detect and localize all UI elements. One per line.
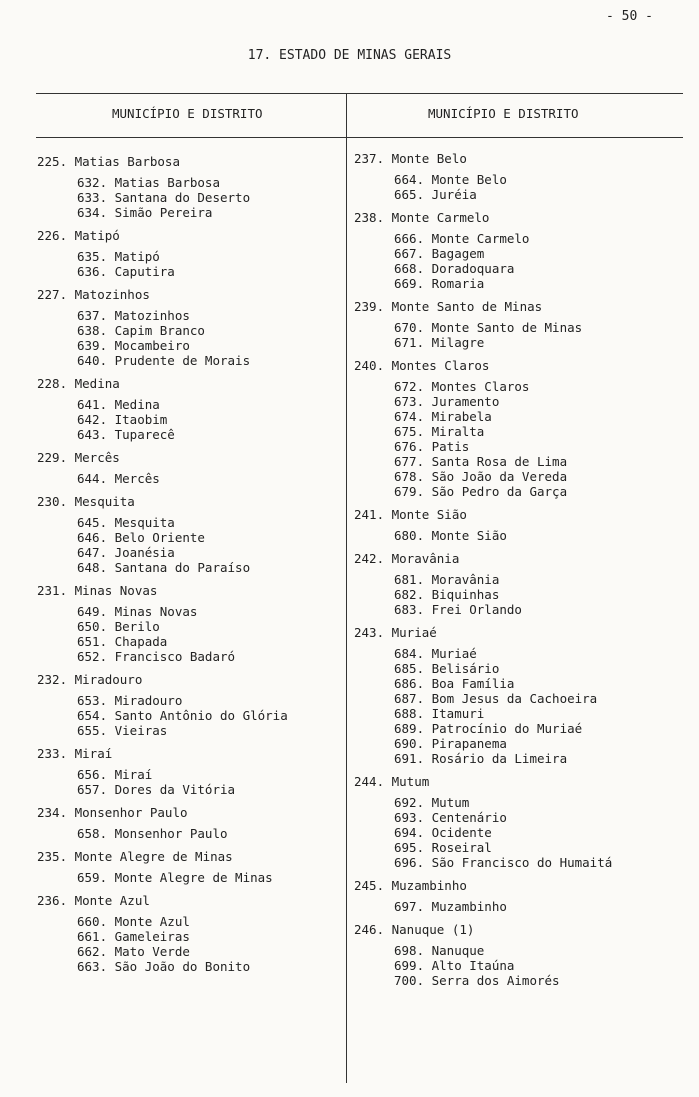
municipio-group xyxy=(354,506,612,543)
municipio-group xyxy=(37,582,288,664)
distrito-list xyxy=(354,572,612,617)
distrito-item: 684. Muriaé xyxy=(394,646,477,661)
distrito-item: 689. Patrocínio do Muriaé xyxy=(394,721,583,736)
distrito-item: 640. Prudente de Morais xyxy=(77,353,251,368)
header-rule xyxy=(36,137,683,138)
municipio-group xyxy=(37,804,288,841)
municipio-group xyxy=(37,671,288,738)
municipio-name: 246. Nanuque (1) xyxy=(354,922,475,937)
municipio-name: 244. Mutum xyxy=(354,774,430,789)
distrito-list xyxy=(37,870,288,885)
municipio-group xyxy=(354,209,612,291)
municipio-name: 242. Moravânia xyxy=(354,551,460,566)
distrito-item: 653. Miradouro xyxy=(77,693,183,708)
distrito-item: 679. São Pedro da Garça xyxy=(394,484,568,499)
distrito-list xyxy=(37,175,288,220)
municipio-name: 240. Montes Claros xyxy=(354,358,490,373)
municipio-name: 231. Minas Novas xyxy=(37,583,158,598)
distrito-item: 692. Mutum xyxy=(394,795,470,810)
distrito-item: 696. São Francisco do Humaitá xyxy=(394,855,613,870)
distrito-item: 651. Chapada xyxy=(77,634,168,649)
distrito-item: 686. Boa Família xyxy=(394,676,515,691)
distrito-item: 691. Rosário da Limeira xyxy=(394,751,568,766)
municipio-group xyxy=(37,745,288,797)
page-title: 17. ESTADO DE MINAS GERAIS xyxy=(247,48,452,63)
distrito-list xyxy=(37,604,288,664)
municipio-group xyxy=(354,921,612,988)
distrito-item: 646. Belo Oriente xyxy=(77,530,205,545)
distrito-item: 698. Nanuque xyxy=(394,943,485,958)
distrito-list xyxy=(37,515,288,575)
distrito-item: 650. Berilo xyxy=(77,619,160,634)
municipio-name: 228. Medina xyxy=(37,376,120,391)
municipio-name: 245. Muzambinho xyxy=(354,878,467,893)
municipio-name: 235. Monte Alegre de Minas xyxy=(37,849,233,864)
distrito-item: 672. Montes Claros xyxy=(394,379,530,394)
distrito-item: 639. Mocambeiro xyxy=(77,338,190,353)
municipio-group xyxy=(354,357,612,499)
distrito-item: 657. Dores da Vitória xyxy=(77,782,236,797)
municipio-name: 226. Matipó xyxy=(37,228,120,243)
municipio-name: 238. Monte Carmelo xyxy=(354,210,490,225)
distrito-list xyxy=(37,397,288,442)
municipio-group xyxy=(354,298,612,350)
municipio-name: 230. Mesquita xyxy=(37,494,135,509)
municipio-group xyxy=(354,624,612,766)
distrito-item: 685. Belisário xyxy=(394,661,500,676)
page-number: - 50 - xyxy=(606,9,653,24)
municipio-group xyxy=(354,150,612,202)
left-column xyxy=(37,153,288,981)
distrito-list xyxy=(354,899,612,914)
distrito-item: 682. Biquinhas xyxy=(394,587,500,602)
distrito-list xyxy=(37,826,288,841)
municipio-group xyxy=(354,877,612,914)
municipio-group xyxy=(37,286,288,368)
distrito-item: 661. Gameleiras xyxy=(77,929,190,944)
municipio-group xyxy=(354,550,612,617)
municipio-name: 225. Matias Barbosa xyxy=(37,154,180,169)
distrito-item: 681. Moravânia xyxy=(394,572,500,587)
distrito-item: 678. São João da Vereda xyxy=(394,469,568,484)
distrito-item: 694. Ocidente xyxy=(394,825,492,840)
distrito-item: 675. Miralta xyxy=(394,424,485,439)
distrito-item: 662. Mato Verde xyxy=(77,944,190,959)
distrito-item: 641. Medina xyxy=(77,397,160,412)
distrito-item: 638. Capim Branco xyxy=(77,323,205,338)
municipio-group xyxy=(37,227,288,279)
distrito-item: 697. Muzambinho xyxy=(394,899,507,914)
distrito-list xyxy=(354,379,612,499)
distrito-item: 683. Frei Orlando xyxy=(394,602,522,617)
municipio-name: 227. Matozinhos xyxy=(37,287,150,302)
municipio-name: 241. Monte Sião xyxy=(354,507,467,522)
distrito-item: 648. Santana do Paraíso xyxy=(77,560,251,575)
distrito-list xyxy=(37,249,288,279)
distrito-item: 655. Vieiras xyxy=(77,723,168,738)
municipio-group xyxy=(37,153,288,220)
municipio-name: 233. Miraí xyxy=(37,746,113,761)
distrito-item: 632. Matias Barbosa xyxy=(77,175,220,190)
distrito-list xyxy=(37,767,288,797)
distrito-item: 660. Monte Azul xyxy=(77,914,190,929)
municipio-name: 239. Monte Santo de Minas xyxy=(354,299,543,314)
distrito-item: 688. Itamuri xyxy=(394,706,485,721)
municipio-name: 232. Miradouro xyxy=(37,672,143,687)
municipio-group xyxy=(37,375,288,442)
distrito-item: 667. Bagagem xyxy=(394,246,485,261)
distrito-list xyxy=(37,914,288,974)
municipio-group xyxy=(354,773,612,870)
distrito-list xyxy=(37,471,288,486)
distrito-item: 677. Santa Rosa de Lima xyxy=(394,454,568,469)
distrito-item: 693. Centenário xyxy=(394,810,507,825)
distrito-item: 666. Monte Carmelo xyxy=(394,231,530,246)
distrito-item: 647. Joanésia xyxy=(77,545,175,560)
distrito-item: 637. Matozinhos xyxy=(77,308,190,323)
distrito-list xyxy=(354,646,612,766)
right-column-header: MUNICÍPIO E DISTRITO xyxy=(428,106,579,121)
municipio-name: 229. Mercês xyxy=(37,450,120,465)
distrito-item: 658. Monsenhor Paulo xyxy=(77,826,228,841)
right-column xyxy=(354,150,612,995)
municipio-name: 243. Muriaé xyxy=(354,625,437,640)
municipio-name: 234. Monsenhor Paulo xyxy=(37,805,188,820)
distrito-item: 668. Doradoquara xyxy=(394,261,515,276)
distrito-item: 670. Monte Santo de Minas xyxy=(394,320,583,335)
distrito-item: 690. Pirapanema xyxy=(394,736,507,751)
distrito-item: 642. Itaobim xyxy=(77,412,168,427)
distrito-item: 676. Patis xyxy=(394,439,470,454)
distrito-item: 664. Monte Belo xyxy=(394,172,507,187)
distrito-item: 674. Mirabela xyxy=(394,409,492,424)
municipio-name: 236. Monte Azul xyxy=(37,893,150,908)
distrito-item: 634. Simão Pereira xyxy=(77,205,213,220)
distrito-list xyxy=(354,320,612,350)
distrito-item: 633. Santana do Deserto xyxy=(77,190,251,205)
left-column-header: MUNICÍPIO E DISTRITO xyxy=(112,106,263,121)
distrito-item: 687. Bom Jesus da Cachoeira xyxy=(394,691,598,706)
distrito-item: 680. Monte Sião xyxy=(394,528,507,543)
distrito-list xyxy=(354,231,612,291)
distrito-item: 663. São João do Bonito xyxy=(77,959,251,974)
distrito-item: 636. Caputira xyxy=(77,264,175,279)
distrito-item: 645. Mesquita xyxy=(77,515,175,530)
distrito-item: 656. Miraí xyxy=(77,767,153,782)
distrito-item: 635. Matipó xyxy=(77,249,160,264)
distrito-list xyxy=(37,693,288,738)
distrito-list xyxy=(354,172,612,202)
distrito-item: 669. Romaria xyxy=(394,276,485,291)
municipio-group xyxy=(37,493,288,575)
distrito-list xyxy=(354,528,612,543)
distrito-list xyxy=(37,308,288,368)
distrito-item: 643. Tuparecê xyxy=(77,427,175,442)
municipio-group xyxy=(37,848,288,885)
distrito-item: 671. Milagre xyxy=(394,335,485,350)
municipio-group xyxy=(37,892,288,974)
municipio-group xyxy=(37,449,288,486)
distrito-item: 695. Roseiral xyxy=(394,840,492,855)
municipio-name: 237. Monte Belo xyxy=(354,151,467,166)
distrito-list xyxy=(354,943,612,988)
distrito-item: 700. Serra dos Aimorés xyxy=(394,973,560,988)
distrito-item: 644. Mercês xyxy=(77,471,160,486)
distrito-item: 652. Francisco Badaró xyxy=(77,649,236,664)
table-top-rule xyxy=(36,93,683,94)
distrito-item: 659. Monte Alegre de Minas xyxy=(77,870,273,885)
distrito-item: 699. Alto Itaúna xyxy=(394,958,515,973)
distrito-item: 665. Juréia xyxy=(394,187,477,202)
distrito-item: 649. Minas Novas xyxy=(77,604,198,619)
column-divider xyxy=(346,93,347,1083)
distrito-list xyxy=(354,795,612,870)
distrito-item: 654. Santo Antônio do Glória xyxy=(77,708,288,723)
distrito-item: 673. Juramento xyxy=(394,394,500,409)
